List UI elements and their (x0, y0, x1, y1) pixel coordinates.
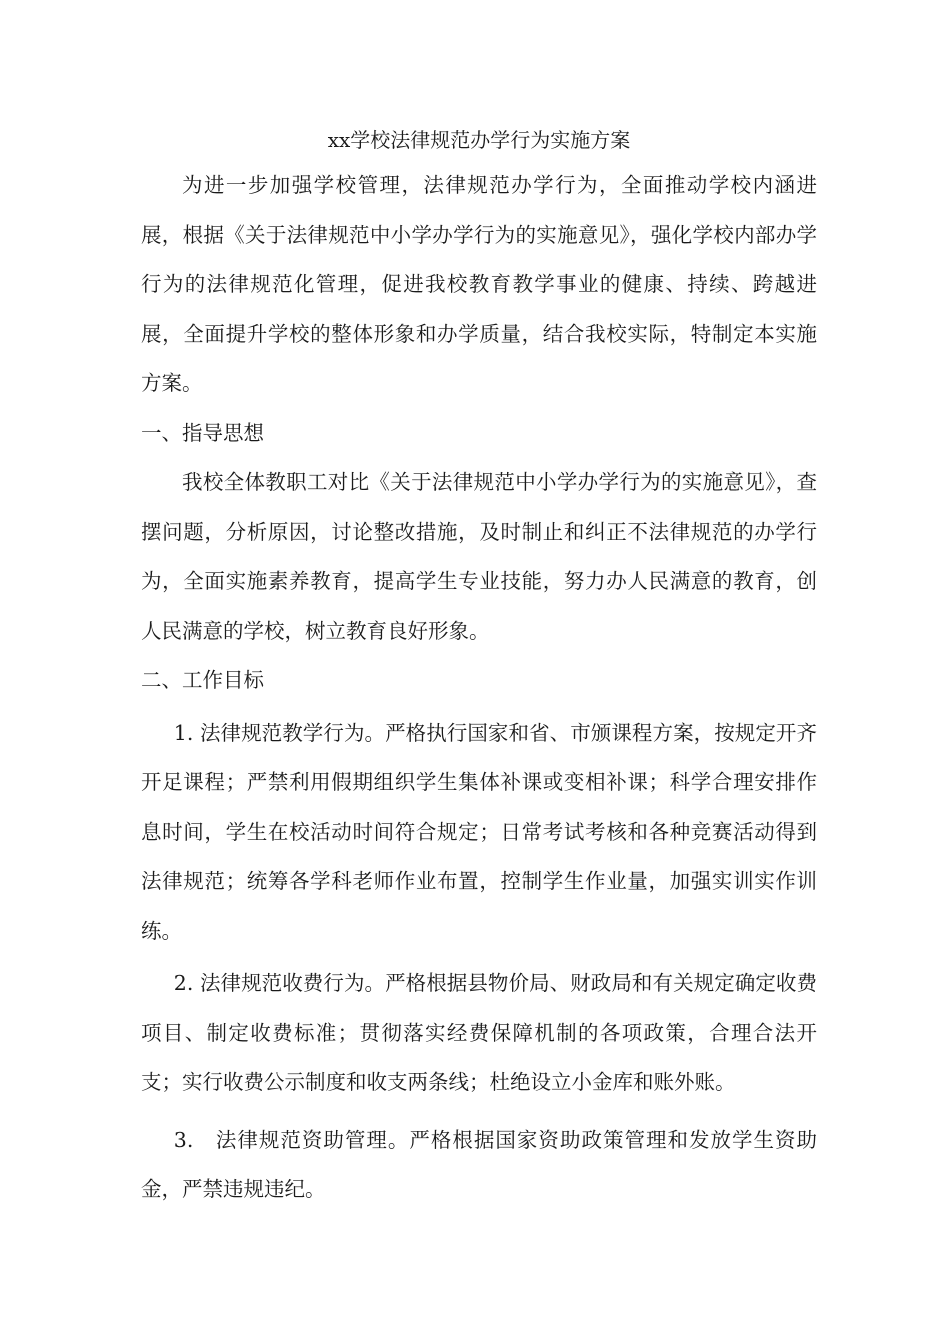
document-title: xx学校法律规范办学行为实施方案 (327, 128, 631, 152)
section-heading-guiding-ideology: 一、指导思想 (141, 420, 264, 445)
intro-paragraph: 为进一步加强学校管理，法律规范办学行为，全面推动学校内涵进展，根据《关于法律规范中小学办学行为的实施意见》，强化学校内部办学行为的法律规范化管理，促进我校教育教学事业的健康、持续、跨越进展，全面提升学校的整体形象和办学质量，结合我校实际，特制定本实施方案。 (141, 173, 817, 395)
section-heading-work-goals: 二、工作目标 (141, 668, 264, 692)
guiding-ideology-paragraph: 我校全体教职工对比《关于法律规范中小学办学行为的实施意见》，查摆问题，分析原因，讨论整改措施，及时制止和纠正不法律规范的办学行为，全面实施素养教育，提高学生专业技能，努力办人民满意的教育，创人民满意的学校，树立教育良好形象。 (141, 470, 817, 643)
goal-item-aid: 3. 法律规范资助管理。严格根据国家资助政策管理和发放学生资助金，严禁违规违纪。 (141, 1127, 817, 1201)
goal-item-teaching: 1. 法律规范教学行为。严格执行国家和省、市颁课程方案，按规定开齐开足课程；严禁利用假期组织学生集体补课或变相补课；科学合理安排作息时间，学生在校活动时间符合规定；日常考试考核和各种竞赛活动得到法律规范；统筹各学科老师作业布置，控制学生作业量，加强实训实作训练。 (141, 720, 817, 943)
document-body (141, 121, 817, 1215)
goal-item-fees: 2. 法律规范收费行为。严格根据县物价局、财政局和有关规定确定收费项目、制定收费标准；贯彻落实经费保障机制的各项政策，合理合法开支；实行收费公示制度和收支两条线；杜绝设立小金库和账外账。 (141, 971, 817, 1094)
